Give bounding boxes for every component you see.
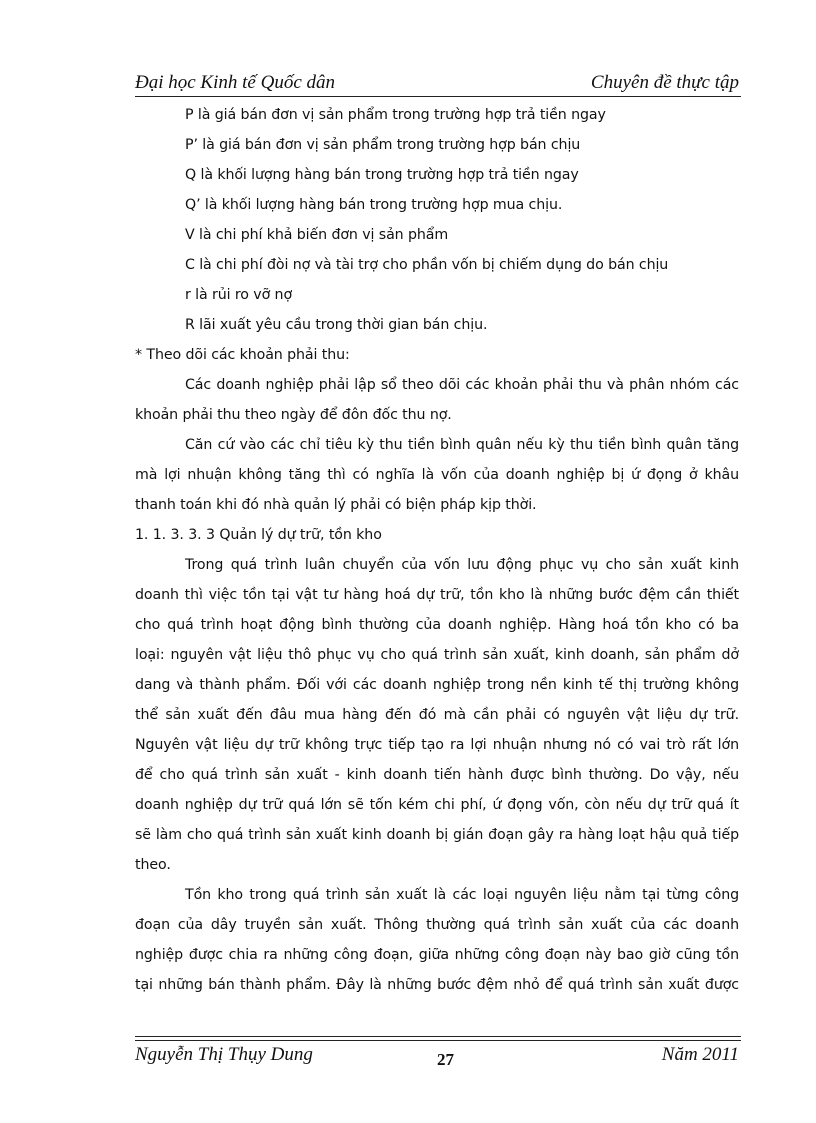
text-line: doanh thì việc tồn tại vật tư hàng hoá dự trữ, tồn kho là những bước đệm cần thiết: [135, 587, 739, 603]
header-university: Đại học Kinh tế Quốc dân: [135, 72, 336, 93]
text-line: nghiệp được chia ra những công đoạn, giữa những công đoạn này bao giờ cũng tồn: [135, 947, 739, 963]
text-line: Q là khối lượng hàng bán trong trường hợp trả tiền ngay: [185, 167, 579, 183]
text-line: Các doanh nghiệp phải lập sổ theo dõi các khoản phải thu và phân nhóm các: [185, 377, 739, 393]
text-line: r là rủi ro vỡ nợ: [185, 287, 293, 303]
text-line: theo.: [135, 857, 171, 873]
text-line: P là giá bán đơn vị sản phẩm trong trường hợp trả tiền ngay: [185, 107, 606, 123]
text-line: sẽ làm cho quá trình sản xuất kinh doanh bị gián đoạn gây ra hàng loạt hậu quả tiếp: [135, 827, 739, 843]
text-line: R lãi xuất yêu cầu trong thời gian bán chịu.: [185, 317, 488, 333]
section-heading: 1. 1. 3. 3. 3 Quản lý dự trữ, tồn kho: [135, 527, 382, 543]
text-line: đoạn của dây truyền sản xuất. Thông thường quá trình sản xuất của các doanh: [135, 917, 739, 933]
text-line: Q’ là khối lượng hàng bán trong trường hợp mua chịu.: [185, 197, 563, 213]
text-line: P’ là giá bán đơn vị sản phẩm trong trường hợp bán chịu: [185, 137, 581, 153]
text-line: khoản phải thu theo ngày để đôn đốc thu nợ.: [135, 407, 452, 423]
header-document-type: Chuyên đề thực tập: [590, 72, 739, 93]
footer-rule-top: [135, 1036, 741, 1037]
document-body: [135, 100, 739, 1000]
section-bullet: * Theo dõi các khoản phải thu:: [135, 347, 350, 363]
text-line: C là chi phí đòi nợ và tài trợ cho phần vốn bị chiếm dụng do bán chịu: [185, 257, 669, 273]
text-line: cho quá trình hoạt động bình thường của doanh nghiệp. Hàng hoá tồn kho có ba: [135, 617, 739, 633]
page-number: 27: [437, 1050, 454, 1069]
text-line: V là chi phí khả biến đơn vị sản phẩm: [185, 227, 449, 243]
header-rule: [135, 96, 741, 97]
text-line: loại: nguyên vật liệu thô phục vụ cho quá trình sản xuất, kinh doanh, sản phẩm dở: [135, 647, 739, 663]
footer-author: Nguyễn Thị Thụy Dung: [135, 1044, 313, 1065]
text-line: thể sản xuất đến đâu mua hàng đến đó mà cần phải có nguyên vật liệu dự trữ.: [135, 707, 739, 723]
text-line: Trong quá trình luân chuyển của vốn lưu động phục vụ cho sản xuất kinh: [185, 557, 739, 573]
text-line: Căn cứ vào các chỉ tiêu kỳ thu tiền bình quân nếu kỳ thu tiền bình quân tăng: [185, 437, 739, 453]
page-header: [135, 68, 739, 96]
page-footer: [135, 1040, 739, 1080]
text-line: doanh nghiệp dự trữ quá lớn sẽ tốn kém chi phí, ứ đọng vốn, còn nếu dự trữ quá ít: [135, 797, 739, 813]
text-line: Nguyên vật liệu dự trữ không trực tiếp tạo ra lợi nhuận nhưng nó có vai trò rất lớn: [135, 737, 739, 753]
text-line: để cho quá trình sản xuất - kinh doanh tiến hành được bình thường. Do vậy, nếu: [135, 767, 739, 783]
text-line: tại những bán thành phẩm. Đây là những bước đệm nhỏ để quá trình sản xuất được: [135, 977, 739, 993]
text-line: mà lợi nhuận không tăng thì có nghĩa là vốn của doanh nghiệp bị ứ đọng ở khâu: [135, 467, 739, 483]
text-line: Tồn kho trong quá trình sản xuất là các loại nguyên liệu nằm tại từng công: [185, 887, 739, 903]
text-line: dang và thành phẩm. Đối với các doanh nghiệp trong nền kinh tế thị trường không: [135, 677, 739, 693]
text-line: thanh toán khi đó nhà quản lý phải có biện pháp kịp thời.: [135, 497, 537, 513]
footer-year: Năm 2011: [661, 1044, 739, 1065]
